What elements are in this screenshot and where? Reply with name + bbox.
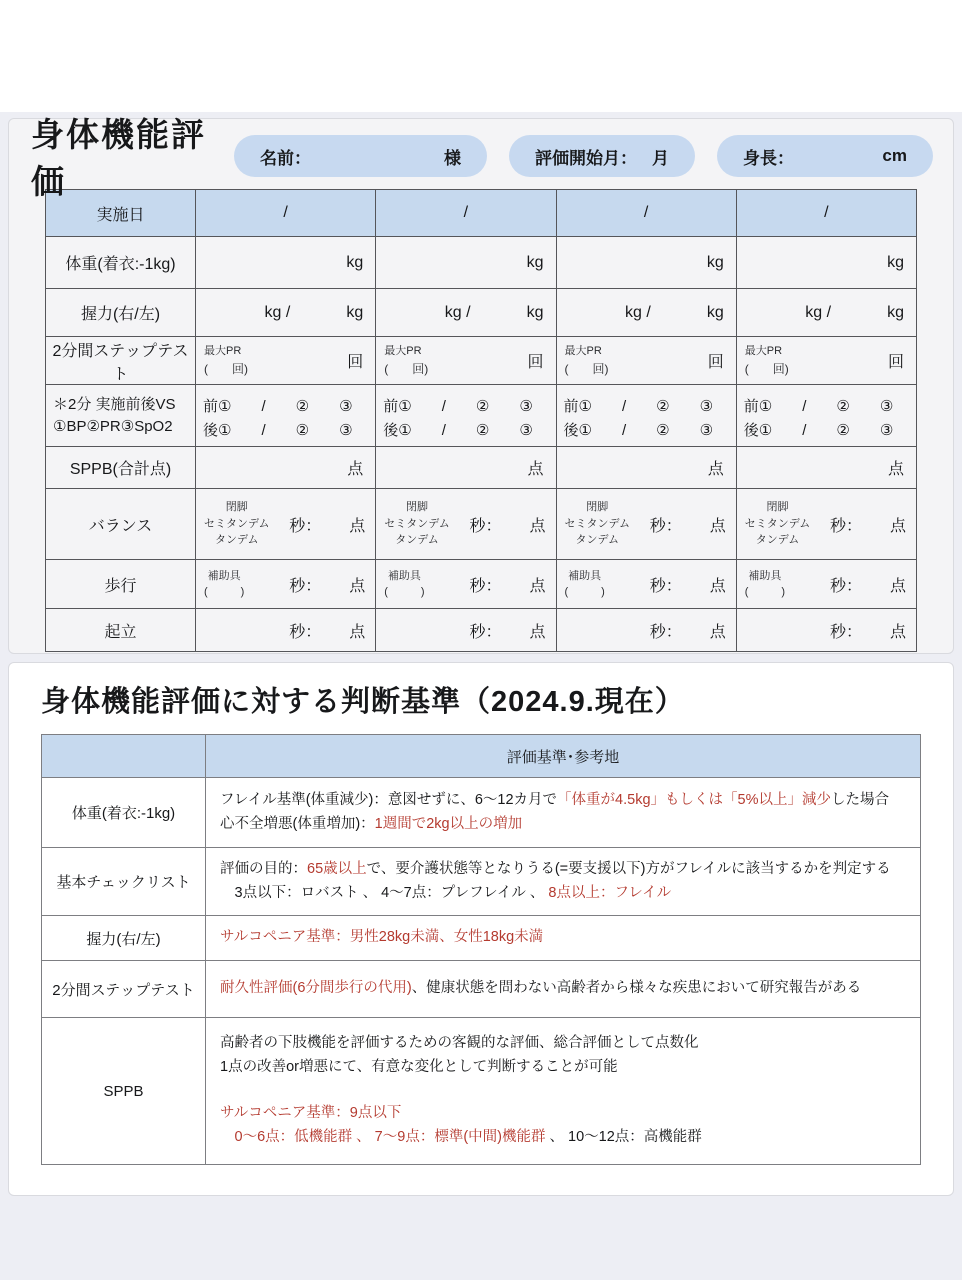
- seconds-label: 秒：: [469, 577, 502, 595]
- date-row-label: 実施日: [46, 190, 196, 237]
- balance-cell: 閉脚 セミタンデム タンデム 秒： 点: [736, 489, 916, 560]
- vs-cell: [196, 385, 376, 447]
- max-pr-label: 最大PR: [384, 345, 422, 358]
- text-segment: 評価の目的：: [220, 860, 307, 877]
- stand-row-label: 起立: [46, 609, 196, 652]
- times-unit: 回: [707, 354, 724, 371]
- assessment-title: 身体機能評価: [31, 116, 206, 200]
- seconds-label: 秒：: [289, 577, 322, 595]
- point-unit: 点: [709, 623, 726, 641]
- seconds-label: 秒：: [469, 517, 502, 535]
- walk-cell: 補助具 ( ) 秒： 点: [556, 560, 736, 609]
- date-cell: /: [556, 190, 736, 237]
- vs-row-label: ＊2分 実施前後VS ①BP②PR③SpO2: [46, 385, 196, 447]
- times-unit: 回: [887, 354, 904, 371]
- height-suffix: cm: [882, 146, 907, 165]
- point-unit: 点: [889, 517, 906, 535]
- sppb-cell: [376, 447, 556, 489]
- row-grip: [46, 289, 917, 337]
- row-step-test: [46, 337, 917, 385]
- text-segment: 3点以下：ロバスト 、 4〜7点：プレフレイル 、: [220, 884, 549, 901]
- grip-cell: [196, 289, 376, 337]
- date-cell: /: [376, 190, 556, 237]
- criteria-row-content: [206, 916, 921, 961]
- text-segment-red: 1週間で2kg以上の増加: [374, 815, 523, 832]
- criteria-header-label: 評価基準･参考地: [206, 735, 921, 778]
- text-segment: 1点の改善or増悪にて、有意な変化として判断することが可能: [220, 1058, 618, 1075]
- point-unit: 点: [347, 461, 364, 478]
- point-unit: 点: [709, 577, 726, 595]
- criteria-header-empty: [42, 735, 206, 778]
- criteria-table: [41, 734, 921, 1165]
- kg-right-unit: kg: [706, 303, 724, 321]
- vs-after-line: 後① / ② ③: [203, 421, 353, 439]
- row-sppb: [46, 447, 917, 489]
- start-month-suffix: 月: [652, 148, 669, 168]
- stand-cell: [556, 609, 736, 652]
- text-segment-red: サルコペニア基準：男性28kg未満、女性18kg未満: [220, 929, 544, 946]
- vs-cell: [736, 385, 916, 447]
- seconds-label: 秒：: [829, 623, 862, 641]
- pr-count-paren: ( 回): [204, 361, 248, 376]
- kg-right-unit: kg: [526, 303, 544, 321]
- balance-cell: 閉脚 セミタンデム タンデム 秒： 点: [376, 489, 556, 560]
- assessment-table: [45, 189, 917, 652]
- seconds-label: 秒：: [649, 517, 682, 535]
- pr-count-paren: ( 回): [744, 361, 789, 376]
- seconds-label: 秒：: [289, 517, 322, 535]
- text-segment-red: 0〜6点：低機能群 、 7〜9点：標準(中間)機能群: [220, 1129, 546, 1146]
- name-suffix: 様: [444, 148, 461, 168]
- row-walk: [46, 560, 917, 609]
- criteria-row-label: 基本チェックリスト: [42, 848, 206, 916]
- seconds-label: 秒：: [829, 577, 862, 595]
- kg-right-unit: kg: [887, 303, 904, 321]
- start-month-label: 評価開始月：: [535, 148, 637, 168]
- balance-row-label: バランス: [46, 489, 196, 560]
- balance-cell: 閉脚 セミタンデム タンデム 秒： 点: [196, 489, 376, 560]
- max-pr-label: 最大PR: [744, 345, 783, 358]
- point-unit: 点: [529, 517, 546, 535]
- kg-unit: kg: [706, 253, 724, 271]
- step-cell: [736, 337, 916, 385]
- assessment-card: [8, 118, 954, 654]
- row-weight: [46, 237, 917, 289]
- height-pill: [717, 135, 933, 177]
- text-segment-red: 「体重が4.5kg」もしくは「5%以上」減少: [557, 791, 831, 808]
- vs-cell: [556, 385, 736, 447]
- walk-cell: 補助具 ( ) 秒： 点: [196, 560, 376, 609]
- name-label: 名前：: [260, 148, 311, 168]
- criteria-row-label: SPPB: [42, 1018, 206, 1165]
- text-segment: 、 10〜12点：高機能群: [545, 1129, 702, 1146]
- point-unit: 点: [349, 623, 366, 641]
- times-unit: 回: [527, 354, 544, 371]
- max-pr-label: 最大PR: [564, 345, 602, 358]
- point-unit: 点: [707, 461, 724, 478]
- text-segment: した場合: [830, 791, 889, 808]
- weight-cell: [556, 237, 736, 289]
- walk-cell: 補助具 ( ) 秒： 点: [376, 560, 556, 609]
- vs-after-line: 後① / ② ③: [383, 421, 533, 439]
- height-label: 身長：: [743, 148, 794, 168]
- vs-before-line: 前① / ② ③: [743, 398, 894, 416]
- point-unit: 点: [887, 461, 904, 478]
- seconds-label: 秒：: [829, 517, 862, 535]
- kg-left-unit: kg /: [444, 303, 471, 321]
- vs-before-line: 前① / ② ③: [563, 398, 714, 416]
- step-cell: [376, 337, 556, 385]
- point-unit: 点: [349, 517, 366, 535]
- step-cell: [196, 337, 376, 385]
- row-stand: [46, 609, 917, 652]
- vs-after-line: 後① / ② ③: [563, 421, 714, 439]
- criteria-title: 身体機能評価に対する判断基準（2024.9.現在）: [41, 686, 685, 718]
- kg-unit: kg: [346, 253, 364, 271]
- weight-row-label: 体重(着衣:-1kg): [46, 237, 196, 289]
- times-unit: 回: [347, 354, 364, 371]
- text-segment: 、健康状態を問わない高齢者から様々な疾患において研究報告がある: [411, 980, 862, 997]
- criteria-row-weight: [42, 778, 921, 848]
- row-balance: [46, 489, 917, 560]
- point-unit: 点: [709, 517, 726, 535]
- seconds-label: 秒：: [649, 577, 682, 595]
- kg-left-unit: kg /: [625, 303, 651, 321]
- criteria-row-label: 2分間ステップテスト: [42, 961, 206, 1018]
- seconds-label: 秒：: [649, 623, 682, 641]
- point-unit: 点: [889, 577, 906, 595]
- criteria-row-label: 体重(着衣:-1kg): [42, 778, 206, 848]
- grip-cell: [736, 289, 916, 337]
- weight-cell: [376, 237, 556, 289]
- grip-cell: [556, 289, 736, 337]
- name-pill: [234, 135, 487, 177]
- text-segment: で、要介護状態等となりうる(=要支援以下)方がフレイルに該当するかを判定する: [366, 860, 891, 877]
- start-month-pill: [509, 135, 695, 177]
- weight-cell: [196, 237, 376, 289]
- grip-cell: [376, 289, 556, 337]
- criteria-row-grip: [42, 916, 921, 961]
- criteria-row-sppb: [42, 1018, 921, 1165]
- criteria-row-step-test: [42, 961, 921, 1018]
- sppb-cell: [736, 447, 916, 489]
- step-row-label: 2分間ステップテスト: [46, 337, 196, 385]
- kg-unit: kg: [526, 253, 544, 271]
- criteria-header-row: [42, 735, 921, 778]
- max-pr-label: 最大PR: [204, 345, 242, 358]
- vs-before-line: 前① / ② ③: [383, 398, 533, 416]
- step-cell: [556, 337, 736, 385]
- kg-right-unit: kg: [346, 303, 364, 321]
- point-unit: 点: [529, 623, 546, 641]
- assessment-header: [31, 116, 933, 200]
- pr-count-paren: ( 回): [564, 361, 609, 376]
- header-pills: [234, 135, 933, 177]
- grip-row-label: 握力(右/左): [46, 289, 196, 337]
- text-segment-red: 耐久性評価(6分間歩行の代用): [220, 980, 412, 997]
- text-segment: 心不全増悪(体重増加)：: [220, 815, 375, 832]
- weight-cell: [736, 237, 916, 289]
- criteria-row-content: [206, 961, 921, 1018]
- text-segment: フレイル基準(体重減少)：意図せずに、6〜12カ月で: [220, 791, 558, 808]
- date-cell: /: [736, 190, 916, 237]
- balance-cell: 閉脚 セミタンデム タンデム 秒： 点: [556, 489, 736, 560]
- sppb-cell: [196, 447, 376, 489]
- criteria-row-checklist: [42, 848, 921, 916]
- vs-after-line: 後① / ② ③: [743, 421, 894, 439]
- text-segment-red: 8点以上：フレイル: [548, 884, 672, 901]
- row-vital-signs: [46, 385, 917, 447]
- walk-row-label: 歩行: [46, 560, 196, 609]
- vs-before-line: 前① / ② ③: [203, 398, 353, 416]
- criteria-card: [8, 662, 954, 1196]
- sppb-row-label: SPPB(合計点): [46, 447, 196, 489]
- text-segment: 高齢者の下肢機能を評価するための客観的な評価、総合評価として点数化: [220, 1034, 699, 1051]
- criteria-row-content: [206, 778, 921, 848]
- kg-left-unit: kg /: [264, 303, 291, 321]
- point-unit: 点: [889, 623, 906, 641]
- sppb-cell: [556, 447, 736, 489]
- seconds-label: 秒：: [469, 623, 502, 641]
- vs-cell: [376, 385, 556, 447]
- text-segment-red: サルコペニア基準：9点以下: [220, 1105, 402, 1122]
- point-unit: 点: [527, 461, 544, 478]
- criteria-row-label: 握力(右/左): [42, 916, 206, 961]
- seconds-label: 秒：: [289, 623, 322, 641]
- walk-cell: 補助具 ( ) 秒： 点: [736, 560, 916, 609]
- stand-cell: [376, 609, 556, 652]
- point-unit: 点: [529, 577, 546, 595]
- text-segment-red: 65歳以上: [307, 860, 367, 877]
- pr-count-paren: ( 回): [384, 361, 429, 376]
- date-cell: /: [196, 190, 376, 237]
- criteria-row-content: [206, 848, 921, 916]
- stand-cell: [736, 609, 916, 652]
- point-unit: 点: [349, 577, 366, 595]
- kg-left-unit: kg /: [805, 303, 832, 321]
- stand-cell: [196, 609, 376, 652]
- criteria-row-content: [206, 1018, 921, 1165]
- kg-unit: kg: [887, 253, 904, 271]
